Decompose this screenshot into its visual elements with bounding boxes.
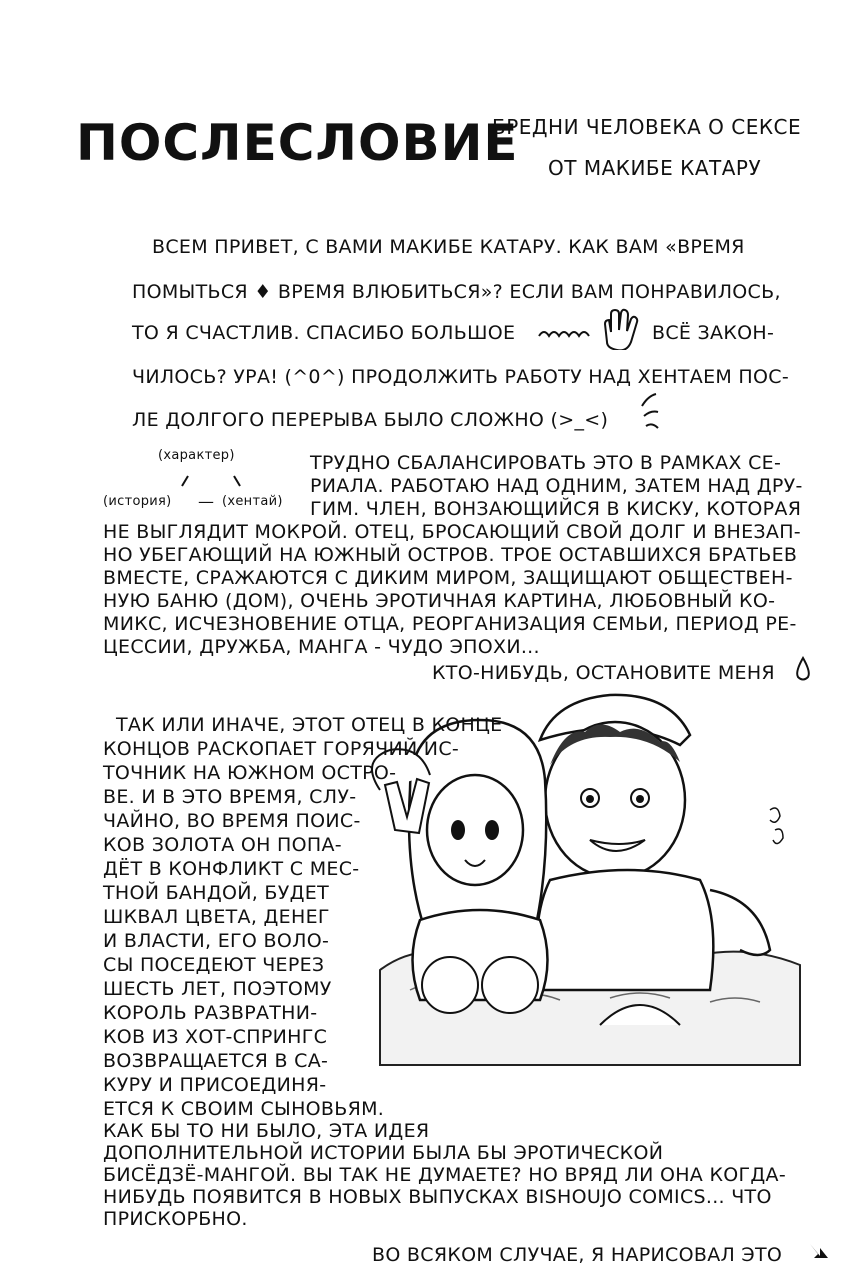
- para2-line-10: КТО-НИБУДЬ, ОСТАНОВИТЕ МЕНЯ: [432, 662, 775, 684]
- para2-line-1: ТРУДНО СБАЛАНСИРОВАТЬ ЭТО В РАМКАХ СЕ-: [310, 452, 782, 474]
- man-character: [537, 695, 770, 990]
- para3-line-6: КОВ ЗОЛОТА ОН ПОПА-: [103, 834, 342, 856]
- para3-line-13: КОРОЛЬ РАЗВРАТНИ-: [103, 1002, 318, 1024]
- diagram-dash: —: [198, 492, 215, 511]
- closing-line: ВО ВСЯКОМ СЛУЧАЕ, Я НАРИСОВАЛ ЭТО: [372, 1244, 783, 1266]
- para3-line-11: СЫ ПОСЕДЕЮТ ЧЕРЕЗ: [103, 954, 325, 976]
- para3-line-17: ЕТСЯ К СВОИМ СЫНОВЬЯМ.: [103, 1098, 385, 1120]
- intro-line-5: ЛЕ ДОЛГОГО ПЕРЕРЫВА БЫЛО СЛОЖНО (>_<): [132, 409, 609, 431]
- diagram-character-label: (характер): [158, 448, 235, 463]
- para3-line-12: ШЕСТЬ ЛЕТ, ПОЭТОМУ: [103, 978, 332, 1000]
- subtitle-line-1: БРЕДНИ ЧЕЛОВЕКА О СЕКСЕ: [492, 115, 802, 139]
- intro-line-3b: ВСЁ ЗАКОН-: [652, 322, 775, 344]
- para2-line-4: НЕ ВЫГЛЯДИТ МОКРОЙ. ОТЕЦ, БРОСАЮЩИЙ СВОЙ ДОЛГ И ВНЕЗАП-: [103, 521, 801, 543]
- para3-line-21: НИБУДЬ ПОЯВИТСЯ В НОВЫХ ВЫПУСКАХ BISHOUJO COMICS... ЧТО: [103, 1186, 772, 1208]
- para2-line-5: НО УБЕГАЮЩИЙ НА ЮЖНЫЙ ОСТРОВ. ТРОЕ ОСТАВШИХСЯ БРАТЬЕВ: [103, 544, 798, 566]
- para3-line-7: ДЁТ В КОНФЛИКТ С МЕС-: [103, 858, 360, 880]
- intro-line-2: ПОМЫТЬСЯ ♦ ВРЕМЯ ВЛЮБИТЬСЯ»? ЕСЛИ ВАМ ПОНРАВИЛОСЬ,: [132, 281, 781, 303]
- sweat-drop-icon: [794, 656, 812, 682]
- intro-line-3: ТО Я СЧАСТЛИВ. СПАСИБО БОЛЬШОЕ: [132, 322, 516, 344]
- para3-line-4: ВЕ. И В ЭТО ВРЕМЯ, СЛУ-: [103, 786, 357, 808]
- para3-line-8: ТНОЙ БАНДОЙ, БУДЕТ: [103, 882, 329, 904]
- para3-line-9: ШКВАЛ ЦВЕТА, ДЕНЕГ: [103, 906, 330, 928]
- para2-line-2: РИАЛА. РАБОТАЮ НАД ОДНИМ, ЗАТЕМ НАД ДРУ-: [310, 475, 803, 497]
- para3-line-16: КУРУ И ПРИСОЕДИНЯ-: [103, 1074, 327, 1096]
- para2-line-8: МИКС, ИСЧЕЗНОВЕНИЕ ОТЦА, РЕОРГАНИЗАЦИЯ СЕМЬИ, ПЕРИОД РЕ-: [103, 613, 797, 635]
- subtitle-line-2: ОТ МАКИБЕ КАТАРУ: [548, 156, 762, 180]
- diagram-hentai-label: (хентай): [222, 494, 283, 509]
- para3-line-19: ДОПОЛНИТЕЛЬНОЙ ИСТОРИИ БЫЛА БЫ ЭРОТИЧЕСКОЙ: [103, 1142, 664, 1164]
- para3-line-14: КОВ ИЗ ХОТ-СПРИНГС: [103, 1026, 328, 1048]
- para2-line-7: НУЮ БАНЮ (ДОМ), ОЧЕНЬ ЭРОТИЧНАЯ КАРТИНА, ЛЮБОВНЫЙ КО-: [103, 590, 776, 612]
- para3-line-3: ТОЧНИК НА ЮЖНОМ ОСТРО-: [103, 762, 397, 784]
- para3-line-5: ЧАЙНО, ВО ВРЕМЯ ПОИС-: [103, 810, 361, 832]
- para3-line-15: ВОЗВРАЩАЕТСЯ В СА-: [103, 1050, 329, 1072]
- para3-line-2: КОНЦОВ РАСКОПАЕТ ГОРЯЧИЙ ИС-: [103, 738, 460, 760]
- intro-line-1: ВСЕМ ПРИВЕТ, С ВАМИ МАКИБЕ КАТАРУ. КАК ВАМ «ВРЕМЯ: [152, 236, 745, 258]
- diagram-arrows: [160, 464, 260, 490]
- para3-line-10: И ВЛАСТИ, ЕГО ВОЛО-: [103, 930, 330, 952]
- page-title: ПОСЛЕСЛОВИЕ: [76, 114, 519, 172]
- arrow-down-right-icon: [806, 1238, 832, 1266]
- para3-line-1: ТАК ИЛИ ИНАЧЕ, ЭТОТ ОТЕЦ В КОНЦЕ: [116, 714, 503, 736]
- para2-line-3: ГИМ. ЧЛЕН, ВОНЗАЮЩИЙСЯ В КИСКУ, КОТОРАЯ: [310, 498, 802, 520]
- para3-line-18: КАК БЫ ТО НИ БЫЛО, ЭТА ИДЕЯ: [103, 1120, 430, 1142]
- thanks-hand-icon: [535, 308, 645, 350]
- sweat-drops-icon: [636, 392, 666, 432]
- intro-line-4: ЧИЛОСЬ? УРА! (^0^) ПРОДОЛЖИТЬ РАБОТУ НАД ХЕНТАЕМ ПОС-: [132, 366, 789, 388]
- para3-line-22: ПРИСКОРБНО.: [103, 1208, 248, 1230]
- para2-line-9: ЦЕССИИ, ДРУЖБА, МАНГА - ЧУДО ЭПОХИ...: [103, 636, 540, 658]
- para3-line-20: БИСЁДЗЁ-МАНГОЙ. ВЫ ТАК НЕ ДУМАЕТЕ? НО ВРЯД ЛИ ОНА КОГДА-: [103, 1164, 786, 1186]
- diagram-story-label: (история): [103, 494, 172, 509]
- para2-line-6: ВМЕСТЕ, СРАЖАЮТСЯ С ДИКИМ МИРОМ, ЗАЩИЩАЮТ ОБЩЕСТВЕН-: [103, 567, 793, 589]
